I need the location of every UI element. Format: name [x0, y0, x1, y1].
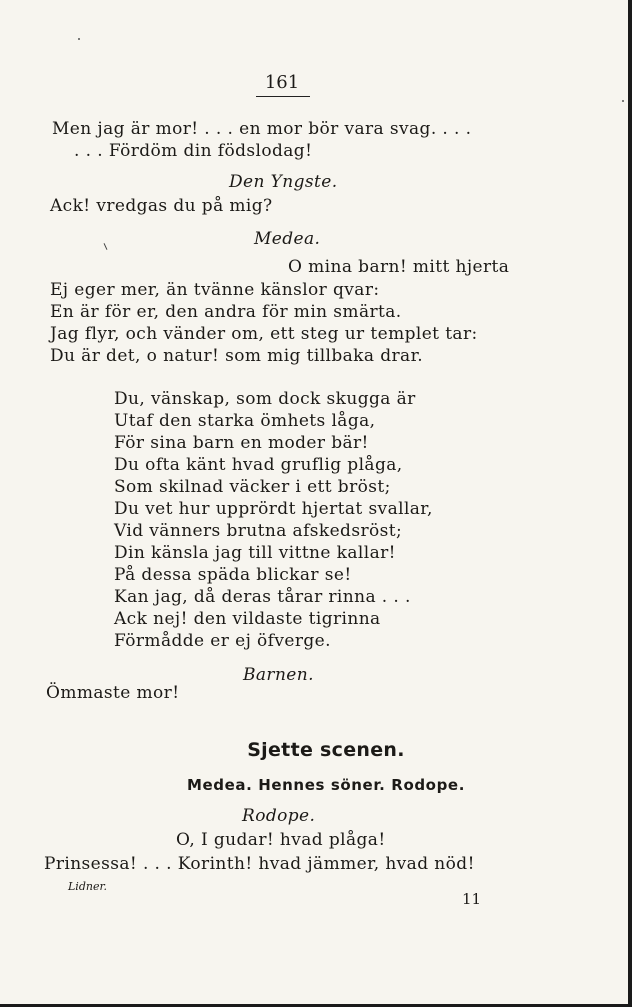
verse-line: Ack! vredgas du på mig?	[50, 196, 273, 216]
scene-characters: Medea. Hennes söner. Rodope.	[186, 776, 466, 794]
verse-line: Men jag är mor! . . . en mor bör vara svag. . . .	[52, 119, 472, 139]
verse-line: Som skilnad väcker i ett bröst;	[114, 477, 391, 497]
verse-line: Utaf den starka ömhets låga,	[114, 411, 376, 431]
speck	[622, 100, 624, 102]
verse-line: Ej eger mer, än tvänne känslor qvar:	[50, 280, 380, 300]
stray-mark	[104, 243, 108, 250]
speck	[78, 38, 80, 40]
verse-line: Du ofta känt hvad gruflig plåga,	[114, 455, 403, 475]
verse-line: Du är det, o natur! som mig tillbaka drar.	[50, 346, 424, 366]
signature-mark: Lidner.	[68, 880, 108, 893]
verse-line: Jag flyr, och vänder om, ett steg ur templet tar:	[50, 324, 478, 344]
verse-line: Förmådde er ej öfverge.	[114, 631, 331, 651]
speaker-den-yngste: Den Yngste.	[229, 172, 338, 192]
speaker-medea: Medea.	[254, 229, 321, 249]
verse-line: Din känsla jag till vittne kallar!	[114, 543, 396, 563]
sheet-number: 11	[462, 890, 482, 908]
verse-line: För sina barn en moder bär!	[114, 433, 369, 453]
verse-line: På dessa späda blickar se!	[114, 565, 352, 585]
page-number-rule	[256, 96, 310, 97]
verse-line: Ack nej! den vildaste tigrinna	[114, 609, 381, 629]
verse-line: Prinsessa! . . . Korinth! hvad jämmer, hvad nöd!	[44, 854, 475, 874]
verse-line: O, I gudar! hvad plåga!	[176, 830, 386, 850]
verse-line: Ömmaste mor!	[46, 683, 180, 703]
scene-heading: Sjette scenen.	[247, 739, 405, 761]
speaker-rodope: Rodope.	[242, 806, 316, 826]
verse-line: Du vet hur upprördt hjertat svallar,	[114, 499, 433, 519]
verse-line: Kan jag, då deras tårar rinna . . .	[114, 587, 411, 607]
verse-line: Vid vänners brutna afskedsröst;	[114, 521, 403, 541]
page-edge-right	[628, 0, 632, 1007]
speaker-barnen: Barnen.	[243, 665, 314, 685]
verse-line: O mina barn! mitt hjerta	[288, 257, 510, 277]
verse-line: En är för er, den andra för min smärta.	[50, 302, 402, 322]
page-number: 161	[264, 72, 300, 93]
verse-line: . . . Fördöm din födslodag!	[74, 141, 313, 161]
verse-line: Du, vänskap, som dock skugga är	[114, 389, 416, 409]
